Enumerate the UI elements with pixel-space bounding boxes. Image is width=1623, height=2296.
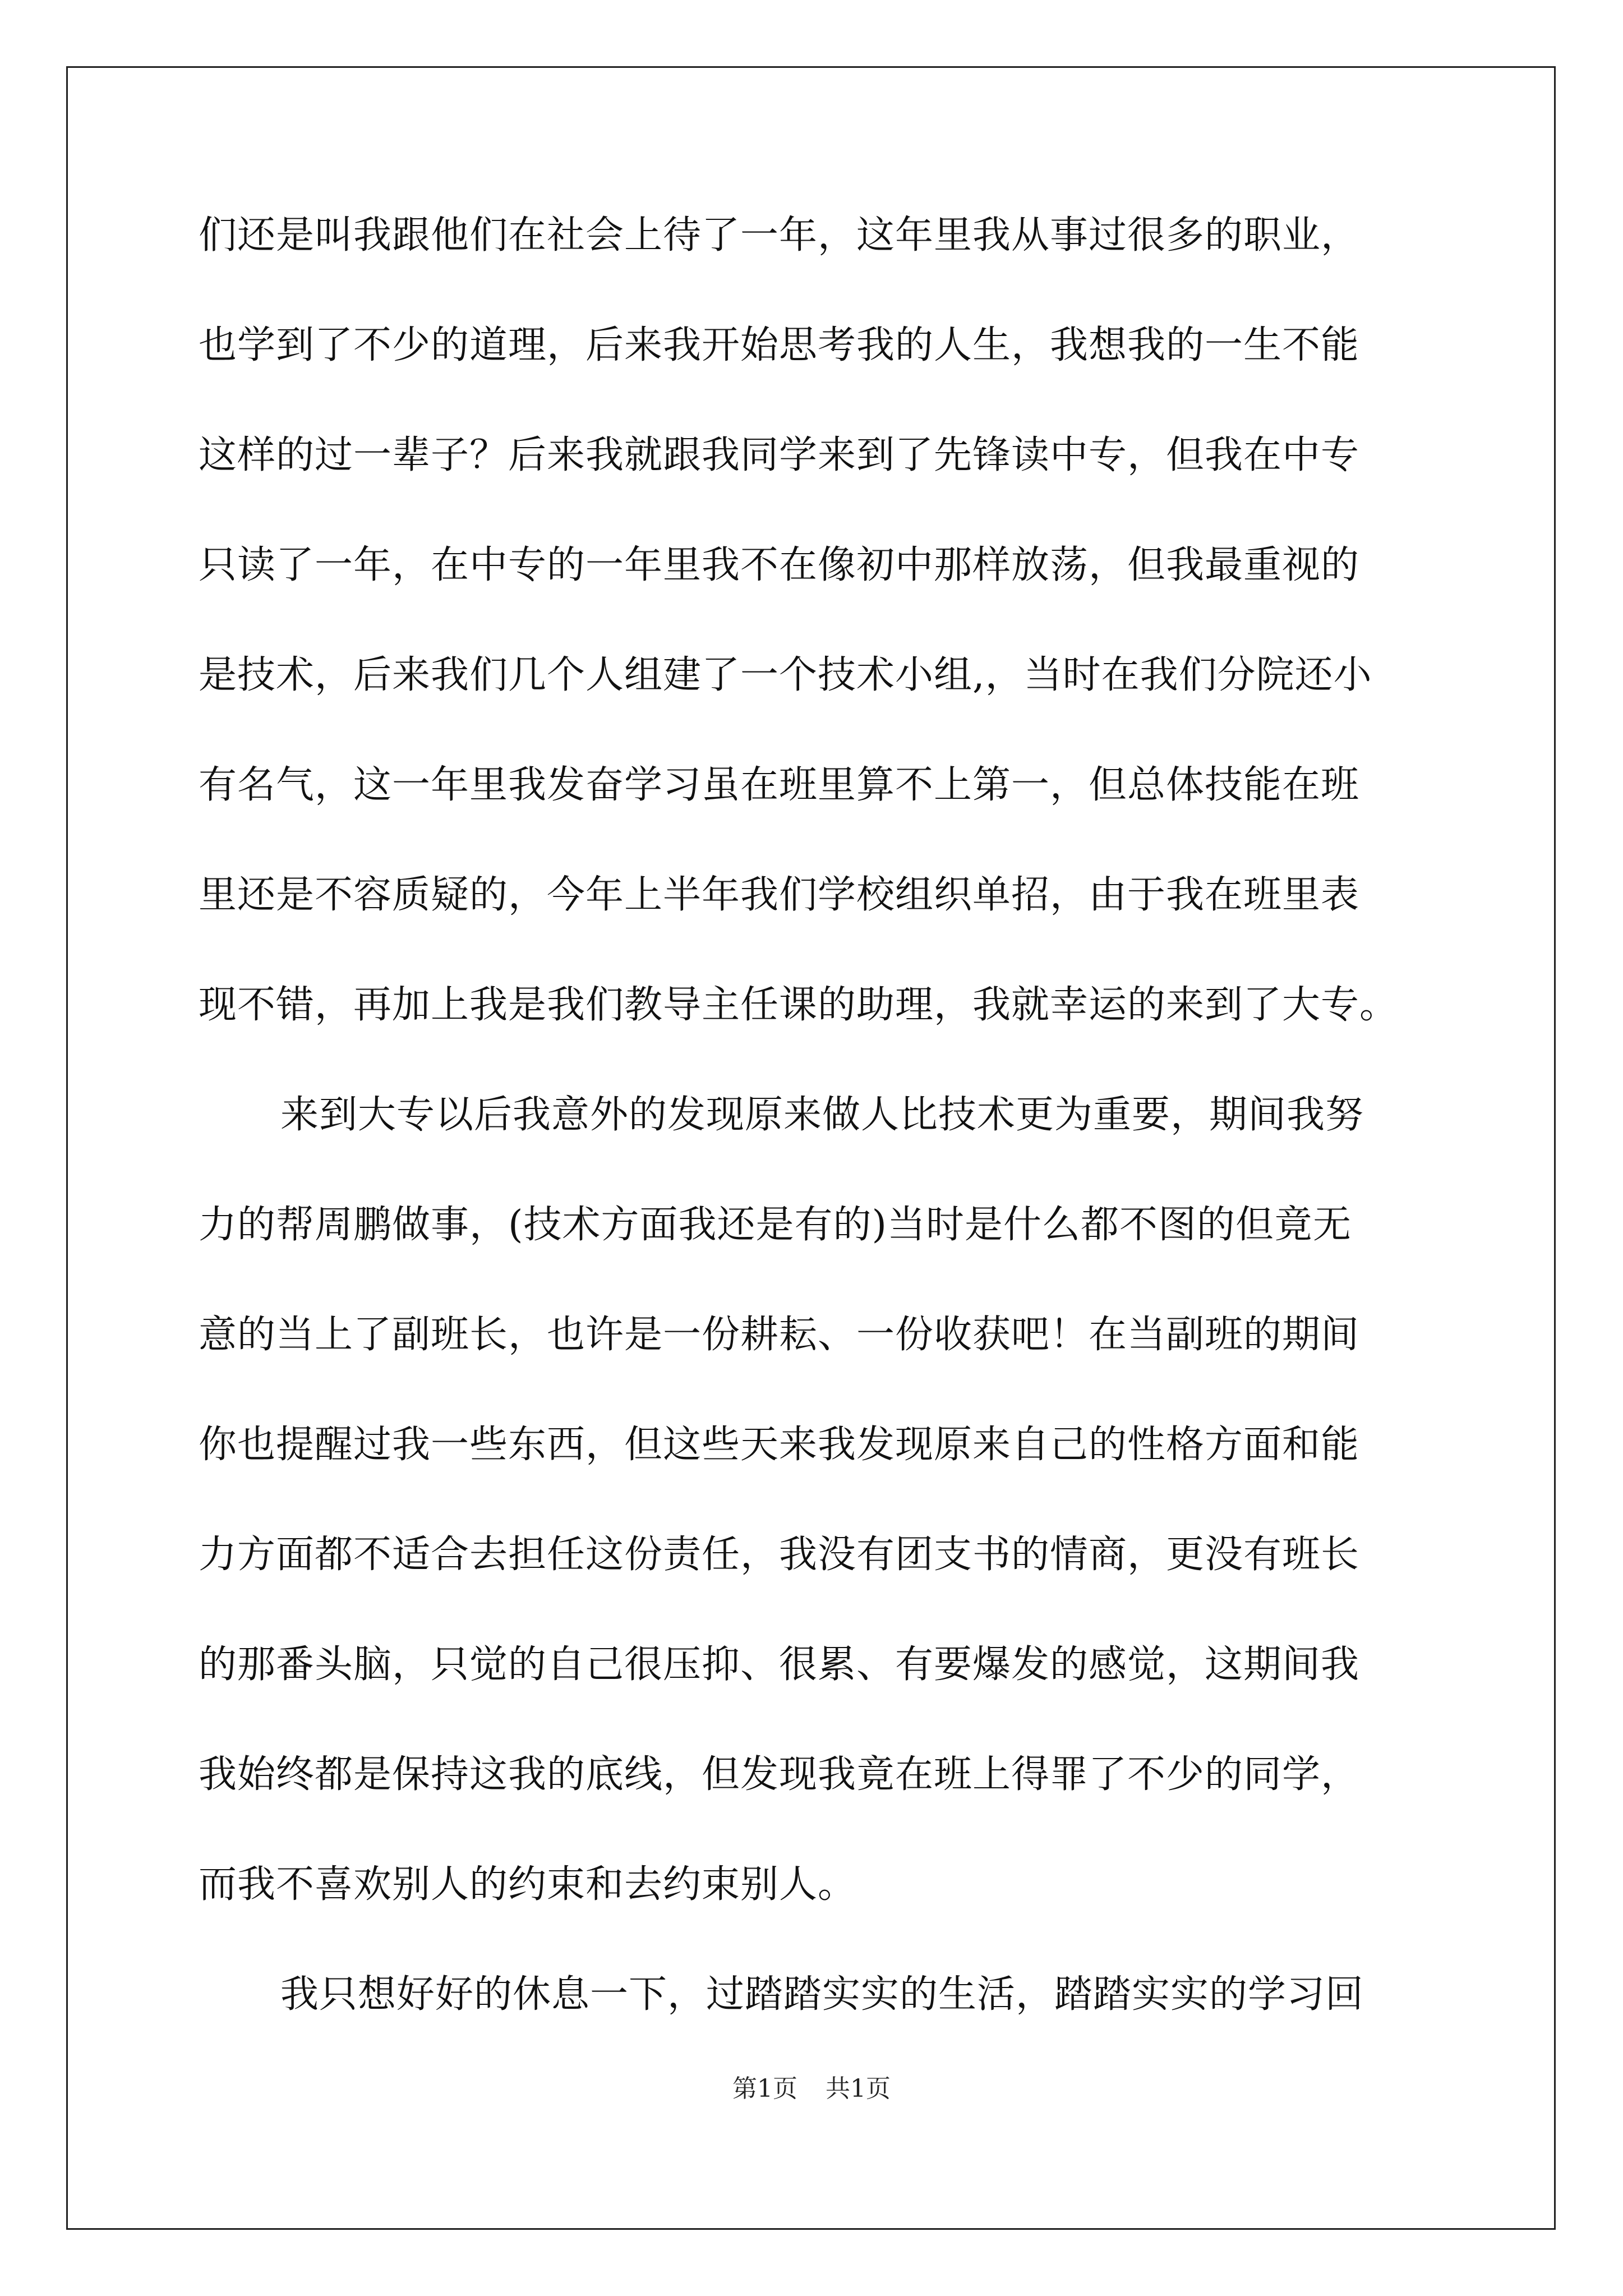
text-line: 现不错，再加上我是我们教导主任课的助理，我就幸运的来到了大专。 <box>199 983 1399 1027</box>
text-line: 意的当上了副班长，也许是一份耕耘、一份收获吧！在当副班的期间 <box>199 1313 1360 1357</box>
page-total: 共1页 <box>826 2074 891 2103</box>
text-line: 里还是不容质疑的，今年上半年我们学校组织单招，由于我在班里表 <box>199 873 1360 917</box>
text-line: 也学到了不少的道理，后来我开始思考我的人生，我想我的一生不能 <box>199 323 1360 367</box>
text-line: 们还是叫我跟他们在社会上待了一年，这年里我从事过很多的职业， <box>199 213 1360 257</box>
text-line: 只读了一年，在中专的一年里我不在像初中那样放荡，但我最重视的 <box>199 543 1360 587</box>
text-line: 的那番头脑，只觉的自己很压抑、很累、有要爆发的感觉，这期间我 <box>199 1642 1360 1687</box>
text-line: 这样的过一辈子？后来我就跟我同学来到了先锋读中专，但我在中专 <box>199 433 1360 477</box>
page-footer <box>0 2074 1623 2103</box>
text-line: 而我不喜欢别人的约束和去约束别人。 <box>199 1862 857 1907</box>
text-line: 你也提醒过我一些东西，但这些天来我发现原来自己的性格方面和能 <box>199 1423 1360 1467</box>
text-line: 我始终都是保持这我的底线，但发现我竟在班上得罪了不少的同学， <box>199 1752 1360 1797</box>
document-body <box>199 213 1427 2086</box>
text-line: 力方面都不适合去担任这份责任，我没有团支书的情商，更没有班长 <box>199 1533 1360 1577</box>
text-line-paragraph-start: 来到大专以后我意外的发现原来做人比技术更为重要，期间我努 <box>280 1093 1364 1137</box>
text-line-paragraph-start: 我只想好好的休息一下，过踏踏实实的生活，踏踏实实的学习回 <box>280 1972 1364 2017</box>
text-line: 是技术，后来我们几个人组建了一个技术小组,，当时在我们分院还小 <box>199 653 1372 697</box>
text-line: 力的帮周鹏做事，(技术方面我还是有的)当时是什么都不图的但竟无 <box>199 1203 1352 1247</box>
page-number: 第1页 <box>732 2074 797 2103</box>
text-line: 有名气，这一年里我发奋学习虽在班里算不上第一，但总体技能在班 <box>199 763 1360 807</box>
